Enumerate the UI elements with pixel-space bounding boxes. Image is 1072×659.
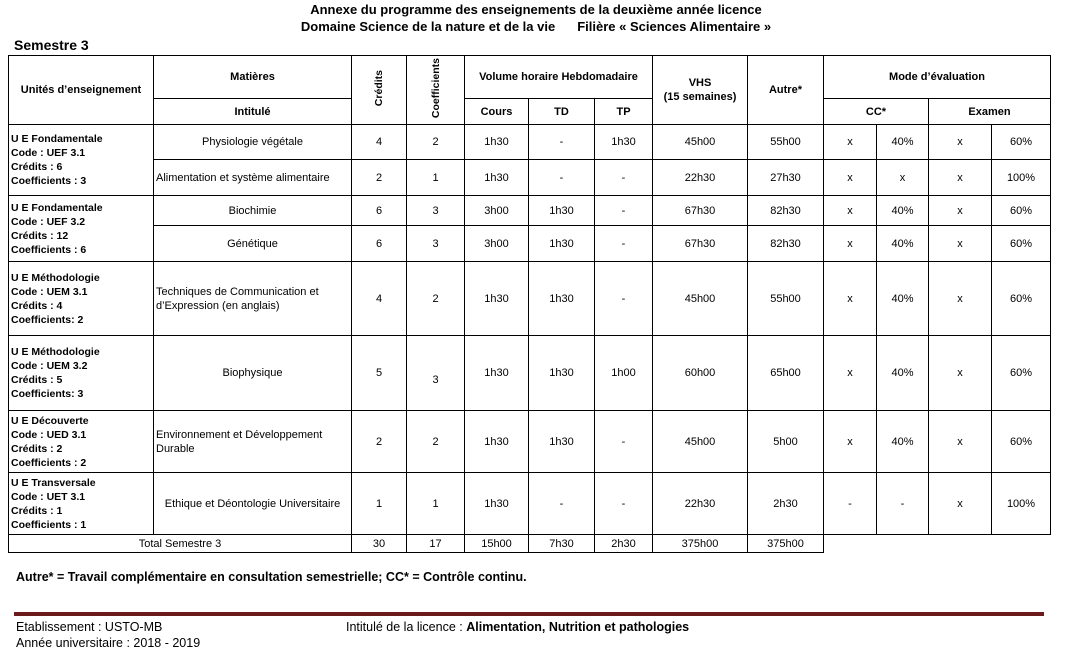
autre-cell: 65h00 <box>748 336 824 411</box>
vhs-cell: 60h00 <box>653 336 748 411</box>
ex-x-cell: x <box>929 411 992 473</box>
credits-cell: 6 <box>352 196 407 226</box>
credits-cell: 2 <box>352 411 407 473</box>
total-cours: 15h00 <box>465 535 529 553</box>
footer-etablissement: Etablissement : USTO-MB <box>16 620 163 634</box>
autre-cell: 55h00 <box>748 262 824 336</box>
autre-cell: 2h30 <box>748 473 824 535</box>
vhs-cell: 22h30 <box>653 473 748 535</box>
table-row <box>9 411 1051 473</box>
cc-pct-cell: - <box>877 473 929 535</box>
header-vhs: VHS (15 semaines) <box>653 56 748 125</box>
cc-x-cell: x <box>824 262 877 336</box>
td-cell: 1h30 <box>529 196 595 226</box>
table-row <box>9 473 1051 535</box>
matiere-cell: Alimentation et système alimentaire <box>154 160 352 196</box>
vhs-cell: 45h00 <box>653 125 748 160</box>
header-matieres: Matières <box>154 56 352 99</box>
vhs-cell: 45h00 <box>653 411 748 473</box>
header-coefficients: Coefficients <box>407 56 465 125</box>
table-row <box>9 336 1051 411</box>
cc-pct-cell: 40% <box>877 262 929 336</box>
header-ue: Unités d’enseignement <box>9 56 154 125</box>
tp-cell: - <box>595 473 653 535</box>
tp-cell: - <box>595 196 653 226</box>
domaine-text: Domaine Science de la nature et de la vie <box>300 19 556 34</box>
td-cell: 1h30 <box>529 411 595 473</box>
header-credits: Crédits <box>352 56 407 125</box>
header-cc: CC* <box>824 99 929 125</box>
autre-cell: 55h00 <box>748 125 824 160</box>
td-cell: - <box>529 473 595 535</box>
ue-cell: U E Méthodologie Code : UEM 3.1 Crédits : 4 Coefficients: 2 <box>9 262 154 336</box>
footer-annee: Année universitaire : 2018 - 2019 <box>16 636 201 650</box>
vhs-cell: 67h30 <box>653 226 748 262</box>
cc-pct-cell: x <box>877 160 929 196</box>
matiere-cell: Ethique et Déontologie Universitaire <box>154 473 352 535</box>
cours-cell: 1h30 <box>465 125 529 160</box>
cours-cell: 1h30 <box>465 160 529 196</box>
credits-cell: 6 <box>352 226 407 262</box>
total-autre: 375h00 <box>748 535 824 553</box>
ex-pct-cell: 60% <box>992 262 1051 336</box>
td-cell: 1h30 <box>529 262 595 336</box>
ex-pct-cell: 60% <box>992 125 1051 160</box>
coef-cell: 2 <box>407 262 465 336</box>
ex-x-cell: x <box>929 196 992 226</box>
ex-pct-cell: 100% <box>992 473 1051 535</box>
credits-cell: 4 <box>352 262 407 336</box>
matiere-cell: Génétique <box>154 226 352 262</box>
header-tp: TP <box>595 99 653 125</box>
autre-cell: 82h30 <box>748 196 824 226</box>
total-credits: 30 <box>352 535 407 553</box>
tp-cell: - <box>595 262 653 336</box>
ue-cell: U E Fondamentale Code : UEF 3.1 Crédits : 6 Coefficients : 3 <box>9 125 154 196</box>
cc-pct-cell: 40% <box>877 411 929 473</box>
td-cell: 1h30 <box>529 336 595 411</box>
total-tp: 2h30 <box>595 535 653 553</box>
header-td: TD <box>529 99 595 125</box>
cc-pct-cell: 40% <box>877 336 929 411</box>
ue-cell: U E Transversale Code : UET 3.1 Crédits : 1 Coefficients : 1 <box>9 473 154 535</box>
ex-x-cell: x <box>929 262 992 336</box>
cours-cell: 1h30 <box>465 411 529 473</box>
cc-x-cell: x <box>824 411 877 473</box>
table-row <box>9 160 1051 196</box>
cc-pct-cell: 40% <box>877 226 929 262</box>
ex-x-cell: x <box>929 160 992 196</box>
table-row <box>9 196 1051 226</box>
vhs-cell: 67h30 <box>653 196 748 226</box>
matiere-cell: Environnement et Développement Durable <box>154 411 352 473</box>
table-row <box>9 262 1051 336</box>
cc-x-cell: x <box>824 160 877 196</box>
footer-divider <box>14 612 1044 616</box>
cc-pct-cell: 40% <box>877 125 929 160</box>
coef-cell: 1 <box>407 473 465 535</box>
program-table <box>8 55 1051 553</box>
total-coef: 17 <box>407 535 465 553</box>
credits-cell: 4 <box>352 125 407 160</box>
tp-cell: - <box>595 226 653 262</box>
tp-cell: - <box>595 411 653 473</box>
td-cell: - <box>529 160 595 196</box>
total-label: Total Semestre 3 <box>9 535 352 553</box>
total-row <box>9 535 1051 553</box>
header-examen: Examen <box>929 99 1051 125</box>
cc-x-cell: x <box>824 196 877 226</box>
ex-pct-cell: 60% <box>992 226 1051 262</box>
credits-cell: 1 <box>352 473 407 535</box>
ue-cell: U E Méthodologie Code : UEM 3.2 Crédits : 5 Coefficients: 3 <box>9 336 154 411</box>
matiere-cell: Biochimie <box>154 196 352 226</box>
ex-x-cell: x <box>929 125 992 160</box>
total-vhs: 375h00 <box>653 535 748 553</box>
coef-cell: 1 <box>407 160 465 196</box>
ue-cell: U E Découverte Code : UED 3.1 Crédits : 2 Coefficients : 2 <box>9 411 154 473</box>
cc-pct-cell: 40% <box>877 196 929 226</box>
coef-cell: 3 <box>407 226 465 262</box>
tp-cell: - <box>595 160 653 196</box>
tp-cell: 1h00 <box>595 336 653 411</box>
vhs-cell: 45h00 <box>653 262 748 336</box>
semestre-label: Semestre 3 <box>14 37 89 53</box>
coef-cell: 2 <box>407 125 465 160</box>
header-volume: Volume horaire Hebdomadaire <box>465 56 653 99</box>
cc-x-cell: x <box>824 336 877 411</box>
vhs-cell: 22h30 <box>653 160 748 196</box>
document-title: Annexe du programme des enseignements de la deuxième année licence <box>310 2 762 17</box>
cc-x-cell: x <box>824 125 877 160</box>
ex-x-cell: x <box>929 473 992 535</box>
footer-intitule: Intitulé de la licence : Alimentation, Nutrition et pathologies <box>346 620 690 634</box>
header-autre: Autre* <box>748 56 824 125</box>
filiere-text: Filière « Sciences Alimentaire » <box>577 19 772 34</box>
coef-cell: 3 <box>407 336 465 411</box>
ex-pct-cell: 60% <box>992 411 1051 473</box>
coef-cell: 3 <box>407 196 465 226</box>
matiere-cell: Physiologie végétale <box>154 125 352 160</box>
credits-cell: 2 <box>352 160 407 196</box>
domain-line <box>0 19 1072 35</box>
td-cell: 1h30 <box>529 226 595 262</box>
ex-pct-cell: 60% <box>992 196 1051 226</box>
autre-cell: 5h00 <box>748 411 824 473</box>
cours-cell: 1h30 <box>465 473 529 535</box>
autre-cell: 27h30 <box>748 160 824 196</box>
coef-cell: 2 <box>407 411 465 473</box>
cours-cell: 1h30 <box>465 262 529 336</box>
table-row <box>9 226 1051 262</box>
credits-cell: 5 <box>352 336 407 411</box>
cc-x-cell: x <box>824 226 877 262</box>
matiere-cell: Techniques de Communication et d’Expression (en anglais) <box>154 262 352 336</box>
tp-cell: 1h30 <box>595 125 653 160</box>
ex-pct-cell: 100% <box>992 160 1051 196</box>
cours-cell: 1h30 <box>465 336 529 411</box>
total-empty <box>824 535 1051 553</box>
table-row <box>9 125 1051 160</box>
footnote: Autre* = Travail complémentaire en consultation semestrielle; CC* = Contrôle continu. <box>16 570 527 584</box>
ex-pct-cell: 60% <box>992 336 1051 411</box>
ue-cell: U E Fondamentale Code : UEF 3.2 Crédits : 12 Coefficients : 6 <box>9 196 154 262</box>
header-cours: Cours <box>465 99 529 125</box>
ex-x-cell: x <box>929 336 992 411</box>
header-mode: Mode d’évaluation <box>824 56 1051 99</box>
header-intitule: Intitulé <box>154 99 352 125</box>
autre-cell: 82h30 <box>748 226 824 262</box>
cc-x-cell: - <box>824 473 877 535</box>
ex-x-cell: x <box>929 226 992 262</box>
cours-cell: 3h00 <box>465 196 529 226</box>
matiere-cell: Biophysique <box>154 336 352 411</box>
td-cell: - <box>529 125 595 160</box>
cours-cell: 3h00 <box>465 226 529 262</box>
total-td: 7h30 <box>529 535 595 553</box>
